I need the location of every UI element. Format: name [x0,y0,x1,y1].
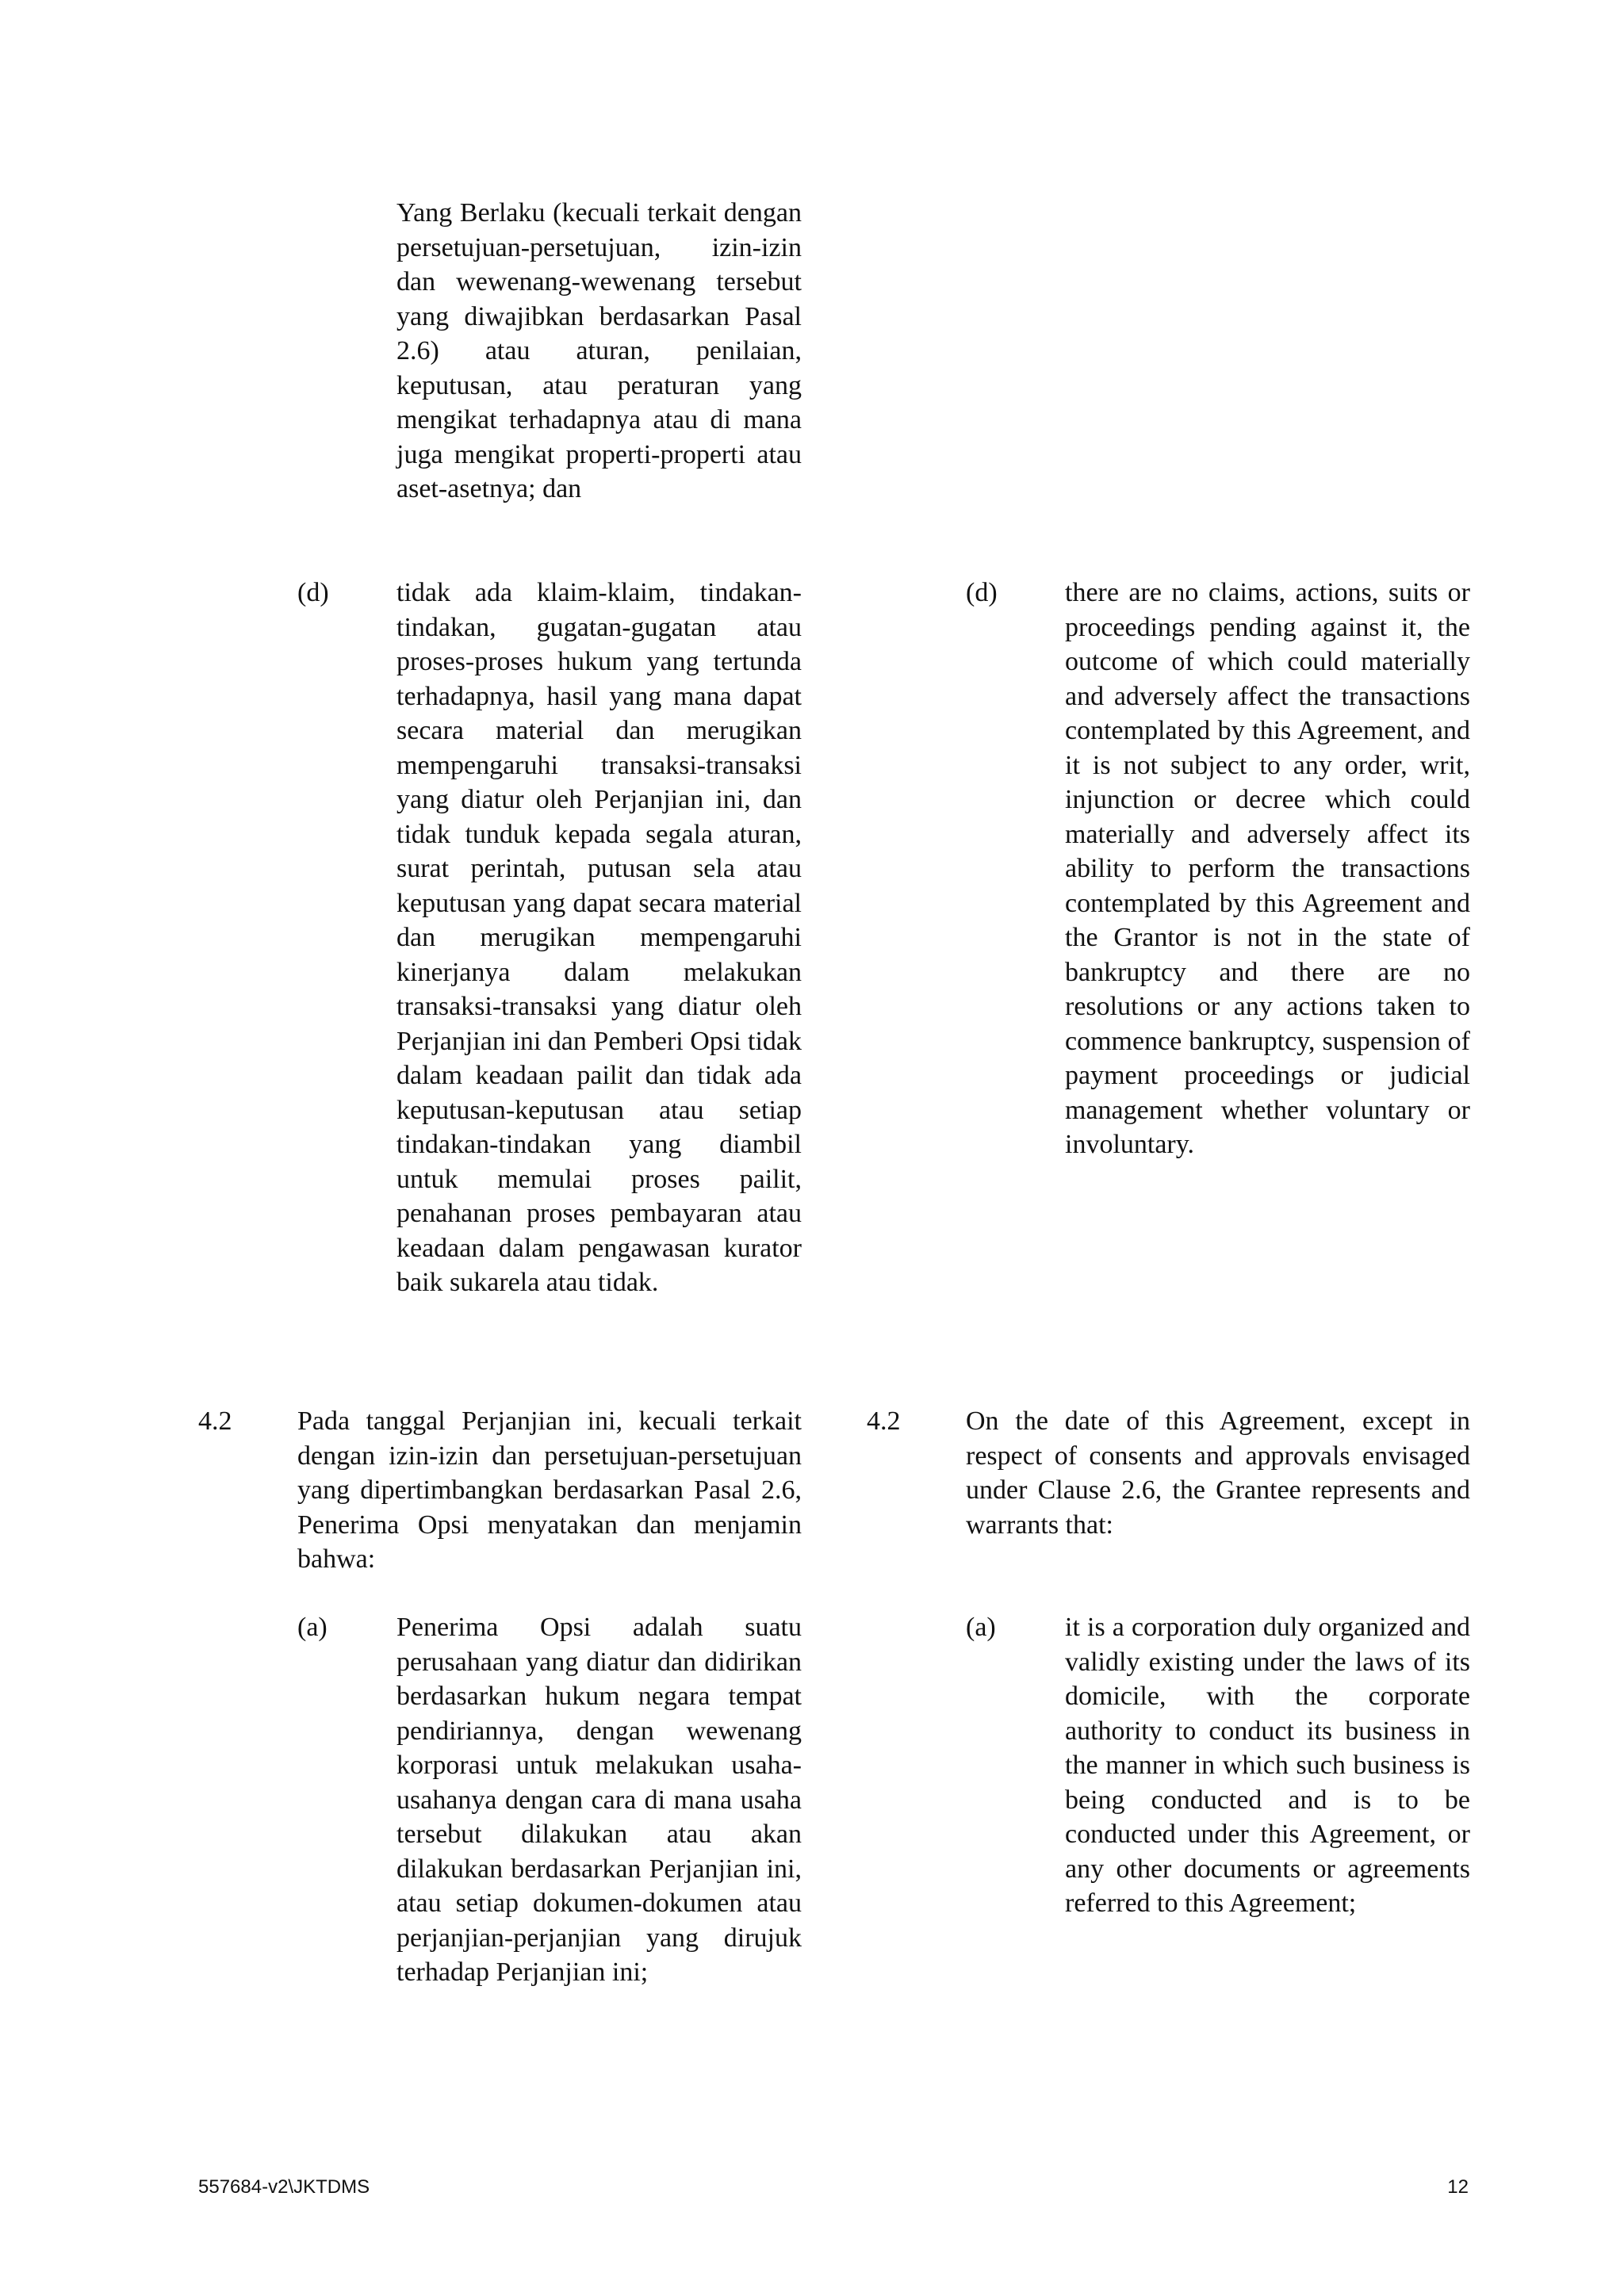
footer-page-number: 12 [1447,2176,1469,2198]
left-clause-a-label: (a) [297,1613,327,1642]
right-section-4-2-number: 4.2 [867,1406,901,1436]
left-section-4-2-text: Pada tanggal Perjanjian ini, kecuali terkait dengan izin-izin dan persetujuan-persetujuan yang dipertimbangkan berdasarkan Pasal 2.6, Penerima Opsi menyatakan dan menjamin bahwa: [297,1406,802,1574]
left-clause-d-label: (d) [297,578,329,607]
right-clause-d-label: (d) [966,578,998,607]
right-clause-d-text: there are no claims, actions, suits or proceedings pending against it, the outcome of which could materially and adversely affect the transactions contemplated by this Agreement, and it is not subject to any order, writ, injunction or decree which could materially and adversely affect its ability to perform the transactions contemplated by this Agreement and the Grantor is not in the state of bankruptcy and there are no resolutions or any actions taken to commence bankruptcy, suspension of payment proceedings or judicial management whether voluntary or involuntary. [1065,578,1470,1159]
right-clause-a-text: it is a corporation duly organized and validly existing under the laws of its domicile, with the corporate authority to conduct its business in the manner in which such business is being conducted and is to be conducted under this Agreement, or any other documents or agreements referred to this Agreement; [1065,1613,1470,1918]
right-clause-a-label: (a) [966,1613,996,1642]
left-clause-c-continuation: Yang Berlaku (kecuali terkait dengan persetujuan-persetujuan, izin-izin dan wewenang-wewenang tersebut yang diwajibkan berdasarkan Pasal 2.6) atau aturan, penilaian, keputusan, atau peraturan yang mengikat terhadapnya atau di mana juga mengikat properti-properti atau aset-asetnya; dan [396,198,802,503]
left-clause-a-text: Penerima Opsi adalah suatu perusahaan yang diatur dan didirikan berdasarkan hukum negara tempat pendiriannya, dengan wewenang korporasi untuk melakukan usaha-usahanya dengan cara di mana usaha tersebut dilakukan atau akan dilakukan berdasarkan Perjanjian ini, atau setiap dokumen-dokumen atau perjanjian-perjanjian yang dirujuk terhadap Perjanjian ini; [396,1613,802,1987]
right-section-4-2-text: On the date of this Agreement, except in respect of consents and approvals envisaged under Clause 2.6, the Grantee represents and warrants that: [966,1406,1470,1540]
left-clause-d-text: tidak ada klaim-klaim, tindakan-tindakan, gugatan-gugatan atau proses-proses hukum yang tertunda terhadapnya, hasil yang mana dapat secara material dan merugikan mempengaruhi transaksi-transaksi yang diatur oleh Perjanjian ini, dan tidak tunduk kepada segala aturan, surat perintah, putusan sela atau keputusan yang dapat secara material dan merugikan mempengaruhi kinerjanya dalam melakukan transaksi-transaksi yang diatur oleh Perjanjian ini dan Pemberi Opsi tidak dalam keadaan pailit dan tidak ada keputusan-keputusan atau setiap tindakan-tindakan yang diambil untuk memulai proses pailit, penahanan proses pembayaran atau keadaan dalam pengawasan kurator baik sukarela atau tidak. [396,578,802,1297]
footer-document-id: 557684-v2\JKTDMS [198,2176,370,2198]
left-section-4-2-number: 4.2 [198,1406,232,1436]
